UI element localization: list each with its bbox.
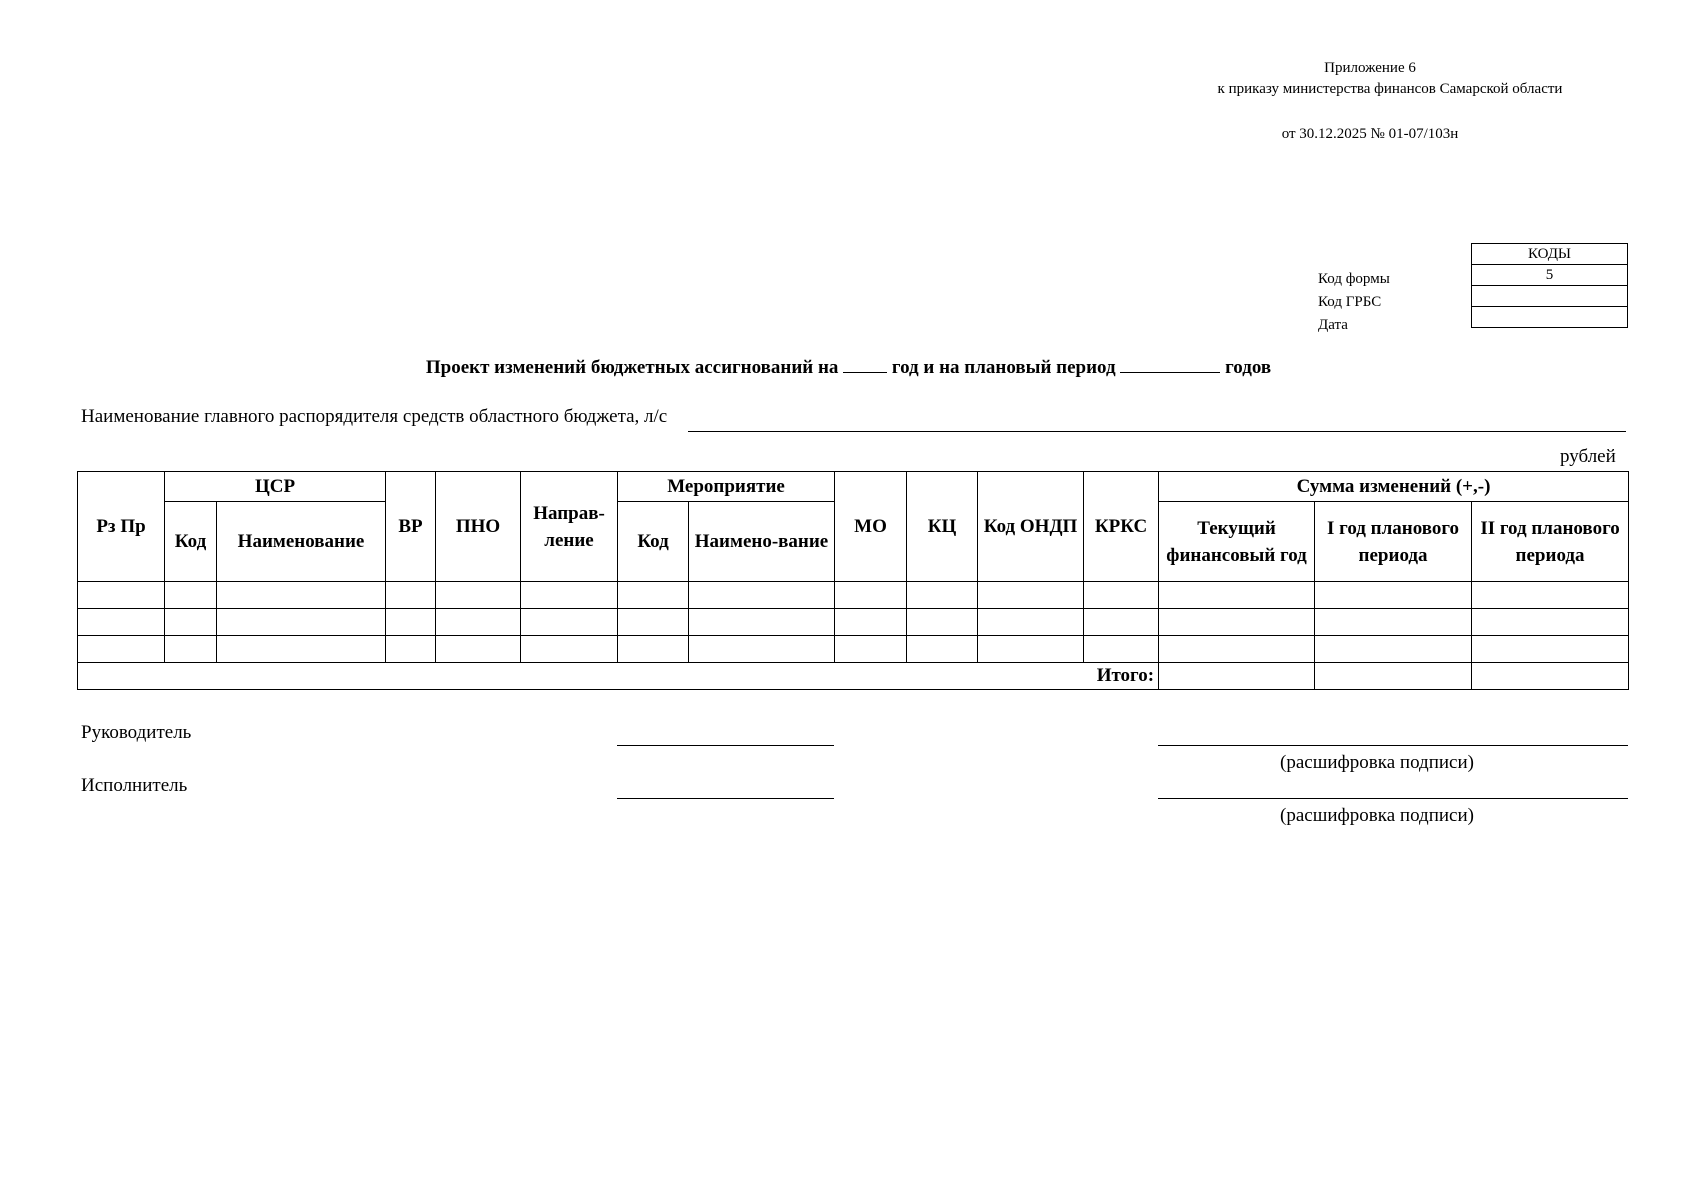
header-direction: Направ-ление — [521, 472, 618, 582]
codes-table — [1471, 243, 1628, 328]
year-blank — [843, 356, 887, 373]
header-csr: ЦСР — [165, 472, 386, 502]
header-csr-name: Наименование — [217, 502, 386, 582]
executor-decode-line — [1158, 798, 1628, 799]
header-event: Мероприятие — [618, 472, 835, 502]
header-sum: Сумма изменений (+,-) — [1159, 472, 1629, 502]
form-code-value: 5 — [1472, 265, 1628, 286]
executor-decode-label: (расшифровка подписи) — [1280, 805, 1474, 826]
codes-header: КОДЫ — [1472, 244, 1628, 265]
executor-label: Исполнитель — [81, 775, 188, 796]
title-part1: Проект изменений бюджетных ассигнований на — [425, 357, 839, 378]
header-sum-year1: I год планового периода — [1315, 502, 1472, 582]
table-row — [78, 636, 1629, 663]
document-title — [0, 356, 1697, 379]
executor-signature-line — [617, 798, 834, 799]
head-label: Руководитель — [81, 722, 192, 743]
appendix-order: к приказу министерства финансов Самарской области — [1217, 81, 1563, 97]
changes-table — [77, 471, 1629, 690]
title-part3: годов — [1225, 357, 1272, 378]
header-ondp: Код ОНДП — [978, 472, 1084, 582]
header-event-name: Наимено-вание — [689, 502, 835, 582]
total-row — [78, 663, 1629, 690]
head-decode-line — [1158, 745, 1628, 746]
head-decode-label: (расшифровка подписи) — [1280, 752, 1474, 773]
header-krks: КРКС — [1084, 472, 1159, 582]
title-part2: год и на плановый период — [891, 357, 1116, 378]
period-blank — [1120, 356, 1220, 373]
grbs-fill-line — [688, 431, 1626, 432]
grbs-code-label: Код ГРБС — [1318, 294, 1382, 310]
grbs-label: Наименование главного распорядителя средств областного бюджета, л/с — [81, 406, 668, 427]
total-label: Итого: — [78, 663, 1159, 690]
grbs-code-value — [1472, 286, 1628, 307]
header-vr: ВР — [386, 472, 436, 582]
header-rz-pr: Рз Пр — [78, 472, 165, 582]
header-sum-year2: II год планового периода — [1472, 502, 1629, 582]
date-label: Дата — [1318, 317, 1348, 333]
form-code-label: Код формы — [1318, 271, 1390, 287]
table-row — [78, 582, 1629, 609]
unit-label: рублей — [1560, 446, 1616, 467]
header-mo: МО — [835, 472, 907, 582]
appendix-date: от 30.12.2025 № 01-07/103н — [1281, 126, 1459, 142]
date-value — [1472, 307, 1628, 328]
appendix-number: Приложение 6 — [1324, 60, 1416, 76]
head-signature-line — [617, 745, 834, 746]
header-event-code: Код — [618, 502, 689, 582]
header-sum-current: Текущий финансовый год — [1159, 502, 1315, 582]
table-row — [78, 609, 1629, 636]
header-kc: КЦ — [907, 472, 978, 582]
header-pno: ПНО — [436, 472, 521, 582]
header-csr-code: Код — [165, 502, 217, 582]
